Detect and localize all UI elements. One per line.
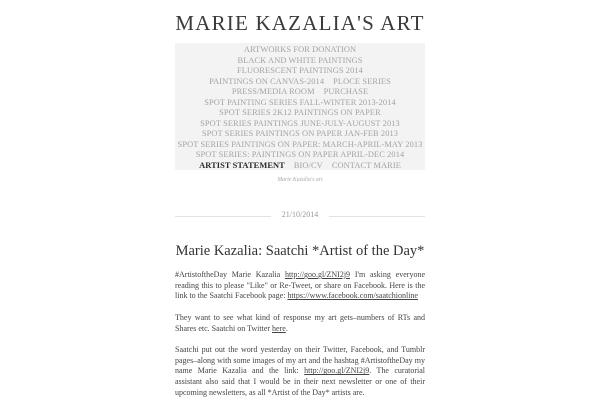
post-title[interactable]: Marie Kazalia: Saatchi *Artist of the Day*	[175, 243, 425, 259]
nav-row	[175, 129, 425, 140]
nav-item-ploce-series[interactable]: PLOCE SERIES	[333, 76, 391, 86]
nav-item-fluorescent-paintings-2014[interactable]: FLUORESCENT PAINTINGS 2014	[237, 66, 363, 75]
twitter-link[interactable]: here	[272, 323, 286, 333]
post-link[interactable]: http://goo.gl/ZNI2j9	[304, 366, 370, 376]
post-text: #ArtistoftheDay Marie Kazalia	[175, 270, 285, 279]
nav-item-spot-series-june-july-august[interactable]: SPOT SERIES PAINTINGS JUNE-JULY-AUGUST 2013	[200, 118, 400, 128]
nav-item-purchase[interactable]: PURCHASE	[323, 87, 369, 96]
nav-item-artworks-for-donation[interactable]: ARTWORKS FOR DONATION	[243, 45, 357, 54]
nav-item-spot-series-april-dec-2014[interactable]: SPOT SERIES: PAINTINGS ON PAPER APRIL-DEC 2014	[195, 150, 405, 159]
nav-item-bio-cv[interactable]: BIO/CV	[293, 160, 323, 170]
post-text: . The curatorial assistant also said that I would be in their next newsletter or one of their upcoming newsletters, as all *Artist of the Day* artists are.	[175, 366, 425, 397]
site-title[interactable]: MARIE KAZALIA'S ART	[175, 11, 425, 35]
nav-item-contact-marie[interactable]: CONTACT MARIE	[331, 160, 401, 170]
post-text: I'm asking everyone reading this to please "Like" or Re-Tweet, or share on Facebook. Here is the link to the Saatchi Facebook page:	[175, 270, 426, 301]
nav-row	[175, 150, 425, 161]
post-paragraph	[175, 270, 425, 302]
post-text: Saatchi put out the word yesterday on their Twitter, Facebook, and Tumblr pages–along with some images of my art and the hashtag #ArtistoftheDay my name Marie Kazalia and the link:	[175, 344, 425, 376]
nav-item-spot-series-2k12[interactable]: SPOT SERIES 2K12 PAINTINGS ON PAPER	[219, 108, 381, 117]
nav-item-spot-painting-series-fall-winter[interactable]: SPOT PAINTING SERIES FALL-WINTER 2013-2014	[204, 97, 396, 107]
post-text: They want to see what kind of response my art gets–numbers of RTs and Shares etc. Saatchi on Twitter	[175, 312, 425, 333]
nav-item-paintings-on-canvas-2014[interactable]: PAINTINGS ON CANVAS-2014	[209, 76, 325, 86]
facebook-link[interactable]: https://www.facebook.com/saatchionline	[287, 291, 418, 301]
post-body	[175, 270, 425, 409]
nav-item-press-media-room[interactable]: PRESS/MEDIA ROOM	[231, 87, 315, 96]
nav-row	[175, 119, 425, 130]
post-date[interactable]: 21/10/2014	[281, 210, 319, 219]
nav-item-spot-series-march-april-may[interactable]: SPOT SERIES PAINTINGS ON PAPER: MARCH-APRIL-MAY 2013	[177, 139, 423, 149]
nav-row	[175, 161, 425, 172]
nav-row	[175, 45, 425, 56]
nav-item-black-and-white-paintings[interactable]: BLACK AND WHITE PAINTINGS	[237, 55, 363, 65]
nav-row	[175, 87, 425, 98]
nav-row	[175, 66, 425, 77]
divider	[329, 216, 425, 217]
post-paragraph	[175, 313, 425, 334]
main-navigation	[175, 43, 425, 170]
post-paragraph	[175, 345, 425, 399]
nav-row	[175, 108, 425, 119]
post-link[interactable]: http://goo.gl/ZNI2j9	[284, 270, 351, 279]
nav-row	[175, 77, 425, 88]
nav-row	[175, 56, 425, 67]
site-tagline: Marie Kazalia's art	[277, 177, 323, 183]
nav-row	[175, 140, 425, 151]
nav-item-spot-series-jan-feb[interactable]: SPOT SERIES PAINTINGS ON PAPER JAN-FEB 2013	[201, 129, 399, 138]
post-text: .	[285, 323, 288, 333]
nav-item-artist-statement[interactable]: ARTIST STATEMENT	[199, 160, 285, 170]
post-date-row	[175, 210, 425, 222]
nav-row	[175, 98, 425, 109]
